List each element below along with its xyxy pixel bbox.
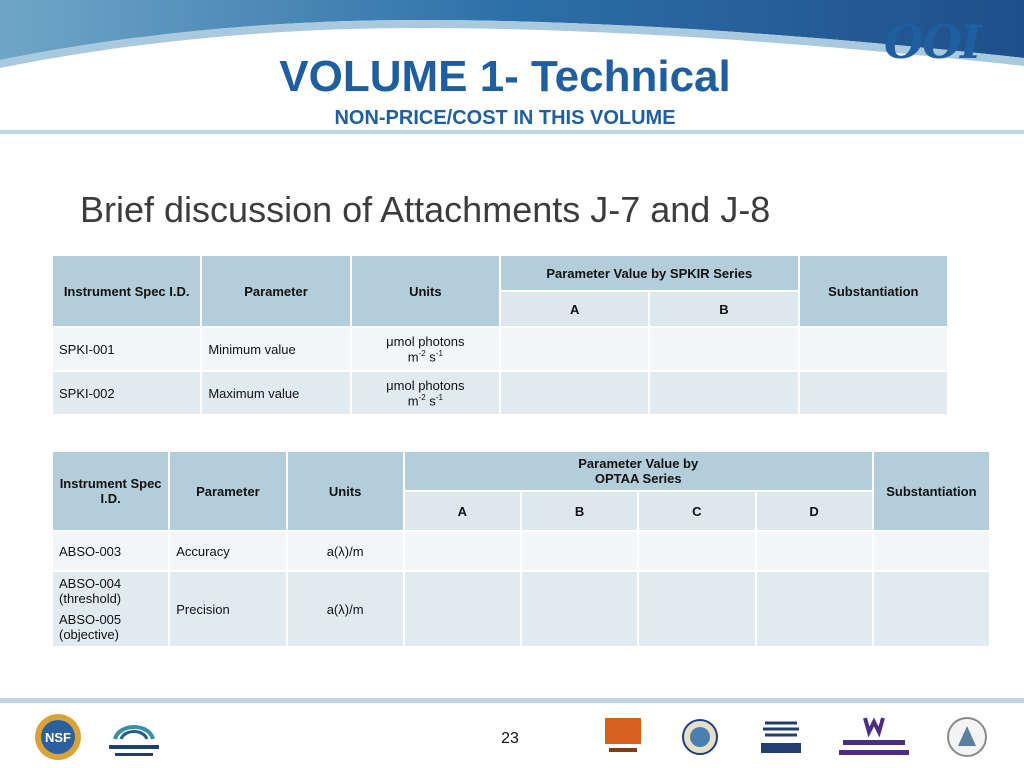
header-parameter: Parameter: [202, 256, 349, 326]
cell-a: [405, 572, 520, 646]
cell-parameter: Precision: [170, 572, 285, 646]
header-series-b: B: [522, 492, 637, 530]
header-substantiation: Substantiation: [874, 452, 989, 530]
cell-b: [650, 328, 797, 370]
header-series-group: Parameter Value by SPKIR Series: [501, 256, 798, 290]
units-m-exp: -2: [418, 392, 426, 402]
cell-b: [650, 372, 797, 414]
ucsd-logo-icon: [757, 715, 805, 759]
header-parameter: Parameter: [170, 452, 285, 530]
ooi-logo-text: OOI: [884, 15, 980, 69]
header-units: Units: [288, 452, 403, 530]
units-s: s: [425, 393, 436, 409]
header-series-group-line2: OPTAA Series: [594, 471, 682, 486]
header-spec: Instrument Spec I.D.: [53, 256, 200, 326]
cell-b: [522, 572, 637, 646]
cell-units: [352, 328, 499, 370]
cell-a: [405, 532, 520, 570]
cell-parameter: Maximum value: [202, 372, 349, 414]
cell-spec: SPKI-001: [53, 328, 200, 370]
units-s-exp: -1: [435, 348, 443, 358]
slide-subtitle: NON-PRICE/COST IN THIS VOLUME: [334, 107, 676, 129]
header-spec: Instrument Spec I.D.: [53, 452, 168, 530]
nsf-logo: [30, 712, 86, 762]
cell-d: [757, 572, 872, 646]
seal-logo-2: [944, 712, 990, 762]
header-substantiation: Substantiation: [800, 256, 947, 326]
svg-text:NSF: NSF: [45, 730, 71, 745]
seal-icon-2: [946, 716, 988, 758]
cell-parameter: Minimum value: [202, 328, 349, 370]
seal-logo: [680, 712, 720, 762]
cell-d: [757, 532, 872, 570]
uw-logo: [836, 712, 912, 762]
spkir-table: [51, 254, 949, 416]
spec-threshold: ABSO-004 (threshold): [59, 576, 122, 606]
table-row: [53, 572, 989, 646]
osu-logo: [600, 712, 646, 762]
cell-spec: ABSO-003: [53, 532, 168, 570]
cell-substantiation: [800, 372, 947, 414]
cell-c: [639, 532, 754, 570]
header-units: Units: [352, 256, 499, 326]
header-series-a: A: [405, 492, 520, 530]
cell-spec: SPKI-002: [53, 372, 200, 414]
footer-divider: [0, 698, 1024, 703]
ucsd-logo: [756, 712, 806, 762]
seal-icon: [681, 718, 719, 756]
header-divider: [0, 130, 1024, 134]
cell-c: [639, 572, 754, 646]
units-s-exp: -1: [435, 392, 443, 402]
table-row: [53, 372, 947, 414]
cell-substantiation: [874, 532, 989, 570]
units-m-exp: -2: [418, 348, 426, 358]
ooi-logo: [884, 14, 1004, 76]
ocean-leadership-logo-icon: [105, 713, 163, 761]
units-m: m: [407, 393, 419, 409]
section-heading: Brief discussion of Attachments J-7 and J-8: [80, 189, 771, 230]
cell-a: [501, 328, 648, 370]
cell-units: a(λ)/m: [288, 572, 403, 646]
optaa-table: [51, 450, 991, 648]
ocean-leadership-logo: [104, 712, 164, 762]
cell-substantiation: [874, 572, 989, 646]
header-series-group: [405, 452, 872, 490]
header-series-a: A: [501, 292, 648, 326]
header-series-c: C: [639, 492, 754, 530]
header-series-group-line1: Parameter Value by: [578, 456, 699, 471]
cell-parameter: Accuracy: [170, 532, 285, 570]
page-number: 23: [501, 730, 519, 747]
units-text: μmol photons: [386, 333, 465, 349]
cell-spec: [53, 572, 168, 646]
nsf-logo-icon: [33, 712, 83, 762]
spec-objective: ABSO-005 (objective): [59, 612, 122, 642]
cell-a: [501, 372, 648, 414]
header-series-b: B: [650, 292, 797, 326]
cell-substantiation: [800, 328, 947, 370]
units-m: m: [407, 349, 419, 365]
cell-units: a(λ)/m: [288, 532, 403, 570]
uw-logo-icon: [837, 714, 911, 760]
osu-logo-icon: [603, 714, 643, 760]
slide-title: VOLUME 1- Technical: [279, 52, 731, 101]
units-s: s: [425, 349, 436, 365]
units-text: μmol photons: [386, 377, 465, 393]
table-row: [53, 328, 947, 370]
table-row: [53, 532, 989, 570]
slide-header: [0, 0, 1024, 140]
cell-units: [352, 372, 499, 414]
cell-b: [522, 532, 637, 570]
header-series-d: D: [757, 492, 872, 530]
